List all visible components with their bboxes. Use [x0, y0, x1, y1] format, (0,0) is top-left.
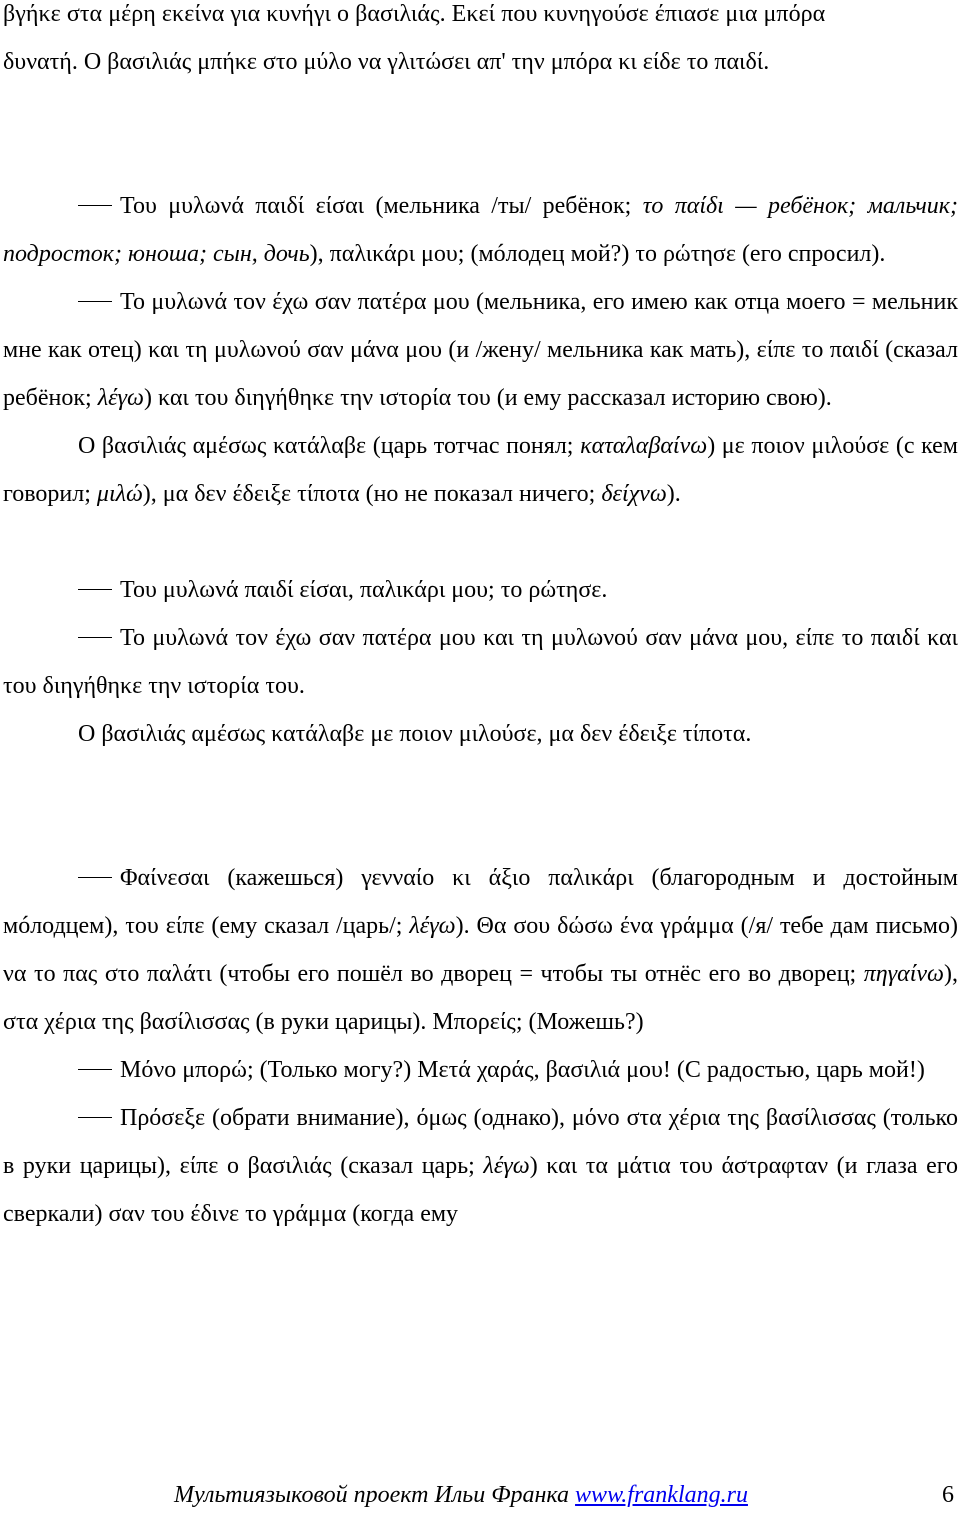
- text: ) και τα μάτια του άστραφταν (и глаза его сверкали) σαν του έδινε το γράμμα (когда ему: [3, 1153, 958, 1227]
- dash-icon: [78, 301, 112, 302]
- italic-word: λέγω: [483, 1153, 530, 1179]
- text: Ο βασιλιάς αμέσως κατάλαβε με ποιον μιλούσε, μα δεν έδειξε τίποτα.: [78, 721, 752, 747]
- text: ).: [666, 481, 681, 507]
- text: ). Θα σου δώσω ένα γράμμα (/я/ тебе дам письмо) να το πας στο παλάτι (чтобы его пошёл во дворец = чтобы ты отнёс его во дворец;: [3, 913, 958, 987]
- text: Το μυλωνά τον έχω σαν πατέρα μου (мельника, его имею как отца моего = мельник мне как отец) και τη μυλωνού σαν μάνα μου (и /жену/ мельника как мать), είπε το παιδί (сказал ребёнок;: [3, 289, 958, 411]
- dialogue-paragraph: [3, 278, 958, 422]
- paragraph: [3, 0, 958, 38]
- dialogue-paragraph: [3, 614, 958, 710]
- text-line: δυνατή. Ο βασιλιάς μπήκε στο μύλο να γλιτώσει απ' την μπόρα κι είδε το παιδί.: [3, 49, 770, 75]
- paragraph: [3, 710, 958, 758]
- dialogue-paragraph: [3, 1046, 958, 1094]
- text: ), στα χέρια της βασίλισσας (в руки царицы). Μπορείς; (Можешь?): [3, 961, 958, 1035]
- footer-url-link[interactable]: www.franklang.ru: [575, 1482, 748, 1508]
- footer-project: [174, 1482, 748, 1509]
- page-number: 6: [942, 1482, 954, 1508]
- italic-word: μιλώ: [96, 481, 143, 507]
- text: Μόνο μπορώ; (Только могу?) Μετά χαράς, βασιλιά μου! (С радостью, царь мой!): [120, 1057, 925, 1083]
- dash-icon: [78, 589, 112, 590]
- dash-icon: [78, 877, 112, 878]
- italic-word: το παίδι: [642, 193, 724, 219]
- italic-word: δείχνω: [601, 481, 667, 507]
- text: ) και του διηγήθηκε την ιστορία του (и ему рассказал историю свою).: [143, 385, 832, 411]
- text: [724, 193, 735, 219]
- text: Το μυλωνά τον έχω σαν πατέρα μου και τη μυλωνού σαν μάνα μου, είπε το παιδί και του διηγήθηκε την ιστορία του.: [3, 625, 958, 699]
- text: Ο βασιλιάς αμέσως κατάλαβε (царь тотчас понял;: [78, 433, 581, 459]
- text: Του μυλωνά παιδί είσαι (мельника /ты/ ребёнок;: [120, 193, 643, 219]
- page-footer: [0, 1482, 960, 1512]
- dash-icon: [78, 1117, 112, 1118]
- text: Πρόσεξε (обрати внимание), όμως (однако), μόνο στα χέρια της βασίλισσας (только в руки царицы), είπε ο βασιλιάς (сказал царь;: [3, 1105, 958, 1179]
- italic-word: — ребёнок; мальчик; подросток; юноша; сын, дочь: [3, 193, 959, 267]
- italic-word: πηγαίνω: [863, 961, 944, 987]
- text: ) με ποιον μιλούσε (с кем говорил;: [3, 433, 958, 507]
- document-page: [3, 0, 958, 1238]
- dialogue-paragraph: [3, 566, 958, 614]
- text-line: βγήκε στα μέρη εκείνα για κυνήγι ο βασιλιάς. Εκεί που κυνηγούσε έπιασε μια μπόρα: [3, 1, 826, 27]
- paragraph: [3, 422, 958, 518]
- text: Του μυλωνά παιδί είσαι, παλικάρι μου; το ρώτησε.: [120, 577, 608, 603]
- dialogue-paragraph: [3, 854, 958, 1046]
- paragraph: [3, 38, 958, 86]
- dash-icon: [78, 1069, 112, 1070]
- text: Φαίνεσαι (кажешься) γενναίο κι άξιο παλικάρι (благородным и достойным мóлодцем), του είπε (ему сказал /царь/;: [3, 865, 958, 939]
- italic-word: καταλαβαίνω: [580, 433, 708, 459]
- text: ), μα δεν έδειξε τίποτα (но не показал ничего;: [142, 481, 602, 507]
- dash-icon: [78, 637, 112, 638]
- italic-word: λέγω: [97, 385, 144, 411]
- dialogue-paragraph: [3, 1094, 958, 1238]
- footer-project-text: Мультиязыковой проект Ильи Франка: [174, 1482, 576, 1508]
- text: ), παλικάρι μου; (мóлодец мой?) το ρώτησε (его спросил).: [309, 241, 886, 267]
- dash-icon: [78, 205, 112, 206]
- italic-word: λέγω: [409, 913, 456, 939]
- dialogue-paragraph: [3, 182, 958, 278]
